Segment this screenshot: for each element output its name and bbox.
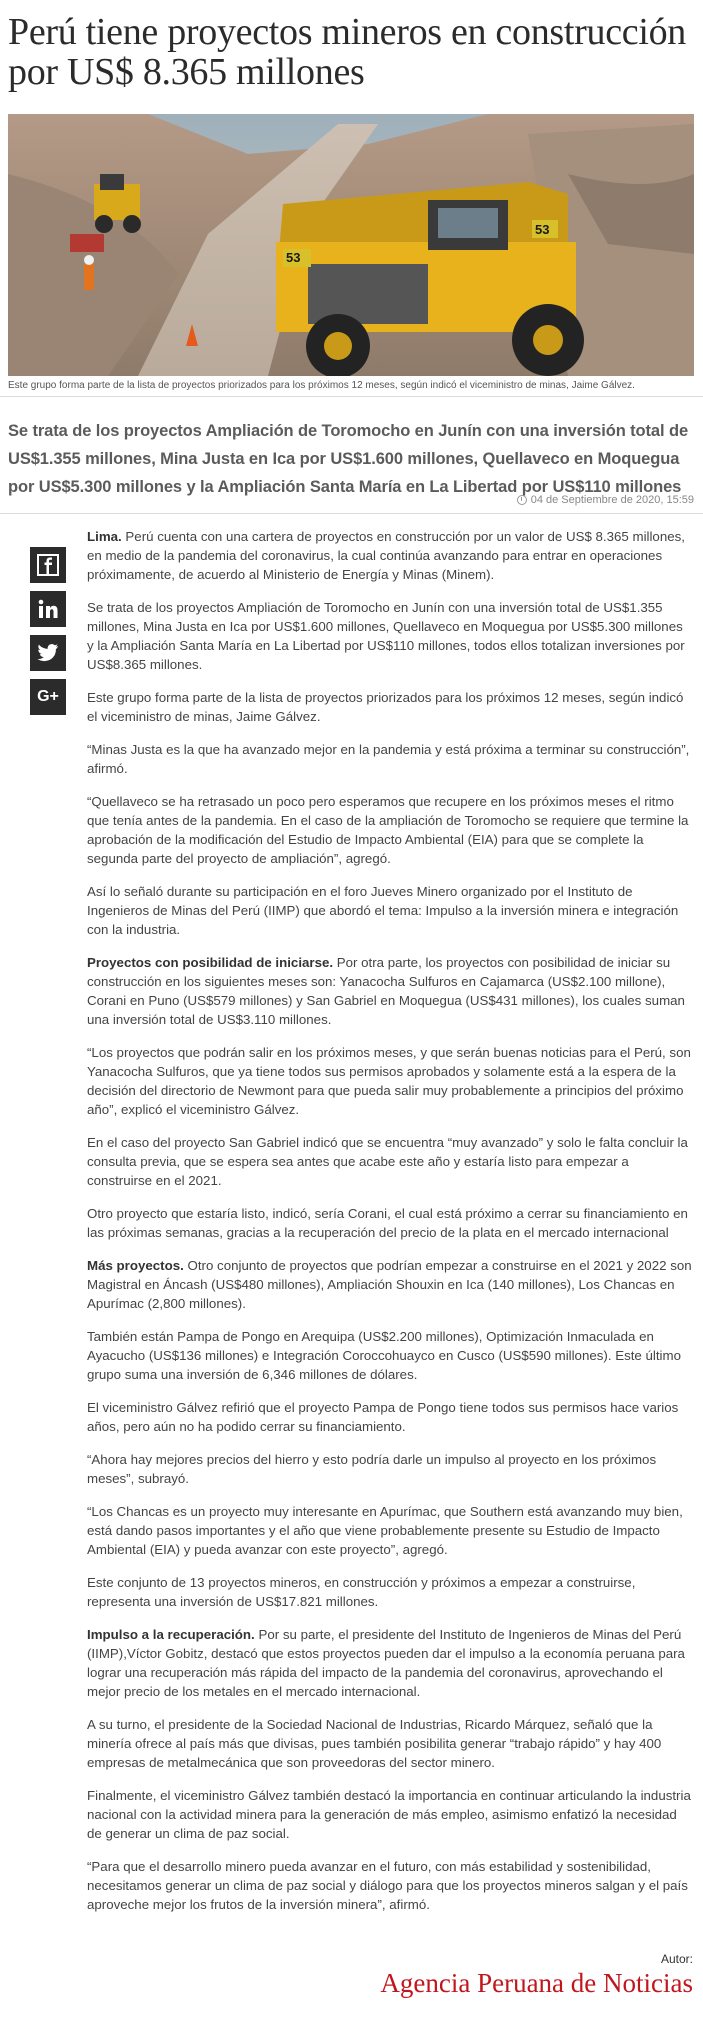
article-body bbox=[87, 527, 692, 1928]
paragraph-heading: Lima. bbox=[87, 529, 122, 544]
paragraph-text: Por otra parte, los proyectos con posibilidad de iniciar su construcción en los siguientes meses son: Yanacocha Sulfuros en Cajamarca (US$2.100 millone), Corani en Puno (US$579 millones) y San Gabriel en Moquegua (US$431 millones), los cuales suman una inversión total de US$3.110 millones. bbox=[87, 955, 685, 1027]
article-paragraph bbox=[87, 882, 692, 939]
image-caption: Este grupo forma parte de la lista de proyectos priorizados para los próximos 12 meses, según indicó el viceministro de minas, Jaime Gálvez. bbox=[8, 380, 635, 391]
article-paragraph bbox=[87, 1625, 692, 1701]
divider bbox=[0, 396, 703, 397]
paragraph-text: Otro conjunto de proyectos que podrían empezar a construirse en el 2021 y 2022 son Magistral en Áncash (US$480 millones), Ampliación Shouxin en Ica (140 millones), Los Chancas en Apurímac (2,800 millones). bbox=[87, 1258, 692, 1311]
paragraph-text: Así lo señaló durante su participación en el foro Jueves Minero organizado por el Instituto de Ingenieros de Minas del Perú (IIMP) que abordó el tema: Impulso a la inversión minera e integración con la industria. bbox=[87, 884, 679, 937]
share-facebook-button[interactable] bbox=[30, 547, 66, 583]
article-paragraph bbox=[87, 1786, 692, 1843]
paragraph-text: El viceministro Gálvez refirió que el proyecto Pampa de Pongo tiene todos sus permisos hace varios años, pero aún no ha podido cerrar su financiamiento. bbox=[87, 1400, 679, 1434]
paragraph-text: Otro proyecto que estaría listo, indicó, sería Corani, el cual está próximo a cerrar su financiamiento en las próximas semanas, gracias a la recuperación del precio de la plata en el mercado internacional bbox=[87, 1206, 688, 1240]
publish-date bbox=[517, 494, 694, 506]
paragraph-text: También están Pampa de Pongo en Arequipa (US$2.200 millones), Optimización Inmaculada en Ayacucho (US$136 millones) e Integración Coroccohuayco en Cusco (US$590 millones). Este último grupo suma una inversión de 6,346 millones de dólares. bbox=[87, 1329, 681, 1382]
truck-number-left: 53 bbox=[286, 250, 301, 265]
paragraph-text: “Quellaveco se ha retrasado un poco pero esperamos que recupere en los próximos meses el ritmo que tenía antes de la pandemia. En el caso de la ampliación de Toromocho se requiere que termine la aprobación de la modificación del Estudio de Impacto Ambiental (EIA) para que se complete la segunda parte del proyecto de ampliación”, agregó. bbox=[87, 794, 689, 866]
article-paragraph bbox=[87, 1256, 692, 1313]
author-label: Autor: bbox=[660, 1952, 693, 1966]
mining-truck-photo bbox=[8, 114, 694, 376]
share-twitter-button[interactable] bbox=[30, 635, 66, 671]
article-paragraph bbox=[87, 598, 692, 674]
twitter-icon bbox=[37, 643, 59, 663]
article-paragraph bbox=[87, 1715, 692, 1772]
linkedin-icon bbox=[37, 598, 59, 620]
article-paragraph bbox=[87, 688, 692, 726]
article-paragraph bbox=[87, 1204, 692, 1242]
article-title: Perú tiene proyectos mineros en construcción por US$ 8.365 millones bbox=[8, 11, 686, 93]
google-plus-icon: G+ bbox=[37, 688, 59, 705]
paragraph-text: En el caso del proyecto San Gabriel indicó que se encuentra “muy avanzado” y solo le falta concluir la consulta previa, que se espera sea antes que acabe este año y estaría listo para empezar a construirse en el 2021. bbox=[87, 1135, 688, 1188]
paragraph-text: “Los Chancas es un proyecto muy interesante en Apurímac, que Southern está avanzando muy bien, está dando pasos importantes y el año que viene probablemente presente su Estudio de Impacto Ambiental (EIA) y pueda avanzar con este proyecto”, agregó. bbox=[87, 1504, 683, 1557]
article-paragraph bbox=[87, 1327, 692, 1384]
paragraph-text: “Minas Justa es la que ha avanzado mejor en la pandemia y está próxima a terminar su construcción”, afirmó. bbox=[87, 742, 690, 776]
divider bbox=[0, 513, 703, 514]
share-linkedin-button[interactable] bbox=[30, 591, 66, 627]
paragraph-heading: Proyectos con posibilidad de iniciarse. bbox=[87, 955, 334, 970]
article-paragraph bbox=[87, 740, 692, 778]
article-paragraph bbox=[87, 1133, 692, 1190]
author-name: Agencia Peruana de Noticias bbox=[380, 1968, 693, 1998]
article-paragraph bbox=[87, 1398, 692, 1436]
paragraph-text: Se trata de los proyectos Ampliación de Toromocho en Junín con una inversión total de US$1.355 millones, Mina Justa en Ica por US$1.600 millones, Quellaveco en Moquegua por US$5.300 millones y la Ampliación Santa María en La Libertad por US$110 millones, todos ellos totalizan inversiones por US$8.365 millones. bbox=[87, 600, 685, 672]
paragraph-text: “Para que el desarrollo minero pueda avanzar en el futuro, con más estabilidad y sostenibilidad, necesitamos generar un clima de paz social y diálogo para que los proyectos mineros salgan y el país aproveche mejor los frutos de la inversión minera”, afirmó. bbox=[87, 1859, 688, 1912]
truck-number-right: 53 bbox=[535, 222, 550, 237]
article-paragraph bbox=[87, 1502, 692, 1559]
paragraph-text: Este conjunto de 13 proyectos mineros, en construcción y próximos a empezar a construirse, representa una inversión de US$17.821 millones. bbox=[87, 1575, 636, 1609]
paragraph-text: Perú cuenta con una cartera de proyectos en construcción por un valor de US$ 8.365 millones, en medio de la pandemia del coronavirus, la cual continúa avanzando para entrar en operaciones próximamente, de acuerdo al Ministerio de Energía y Minas (Minem). bbox=[87, 529, 685, 582]
share-google-plus-button[interactable] bbox=[30, 679, 66, 715]
paragraph-text: Finalmente, el viceministro Gálvez también destacó la importancia en continuar articulando la industria nacional con la actividad minera para la generación de más empleo, asimismo enfatizó la necesidad de generar un clima de paz social. bbox=[87, 1788, 691, 1841]
clock-icon bbox=[517, 495, 527, 505]
article-paragraph bbox=[87, 1450, 692, 1488]
article-hero-image bbox=[8, 114, 694, 376]
paragraph-text: Por su parte, el presidente del Instituto de Ingenieros de Minas del Perú (IIMP),Víctor Gobitz, destacó que estos proyectos pueden dar el impulso a la economía peruana para lograr una recuperación más rápida del impacto de la pandemia del coronavirus, aprovechando el mejor precio de los metales en el mercado internacional. bbox=[87, 1627, 685, 1699]
paragraph-heading: Más proyectos. bbox=[87, 1258, 184, 1273]
article-paragraph bbox=[87, 527, 692, 584]
paragraph-text: A su turno, el presidente de la Sociedad Nacional de Industrias, Ricardo Márquez, señaló que la minería ofrece al país más que divisas, pues también posibilita generar “trabajo rápido” y hay 400 empresas de metalmecánica que son proveedoras del sector minero. bbox=[87, 1717, 662, 1770]
article-paragraph bbox=[87, 1857, 692, 1914]
facebook-icon bbox=[37, 554, 59, 576]
article-paragraph bbox=[87, 1043, 692, 1119]
paragraph-text: “Ahora hay mejores precios del hierro y esto podría darle un impulso al proyecto en los próximos meses”, subrayó. bbox=[87, 1452, 657, 1486]
article-paragraph bbox=[87, 792, 692, 868]
paragraph-text: Este grupo forma parte de la lista de proyectos priorizados para los próximos 12 meses, según indicó el viceministro de minas, Jaime Gálvez. bbox=[87, 690, 684, 724]
article-lead: Se trata de los proyectos Ampliación de Toromocho en Junín con una inversión total de US$1.355 millones, Mina Justa en Ica por US$1.600 millones, Quellaveco en Moquegua por US$5.300 millones y la Ampliación Santa María en La Libertad por US$110 millones bbox=[8, 422, 689, 496]
article-paragraph bbox=[87, 1573, 692, 1611]
paragraph-heading: Impulso a la recuperación. bbox=[87, 1627, 255, 1642]
publish-date-text: 04 de Septiembre de 2020, 15:59 bbox=[530, 494, 694, 506]
paragraph-text: “Los proyectos que podrán salir en los próximos meses, y que serán buenas noticias para el Perú, son Yanacocha Sulfuros, que ya tiene todos sus permisos aprobados y solamente está a la espera de la decisión del directorio de Newmont para que pueda salir muy probablemente a principios del próximo año”, explicó el viceministro Gálvez. bbox=[87, 1045, 691, 1117]
share-buttons bbox=[30, 547, 66, 723]
article-paragraph bbox=[87, 953, 692, 1029]
